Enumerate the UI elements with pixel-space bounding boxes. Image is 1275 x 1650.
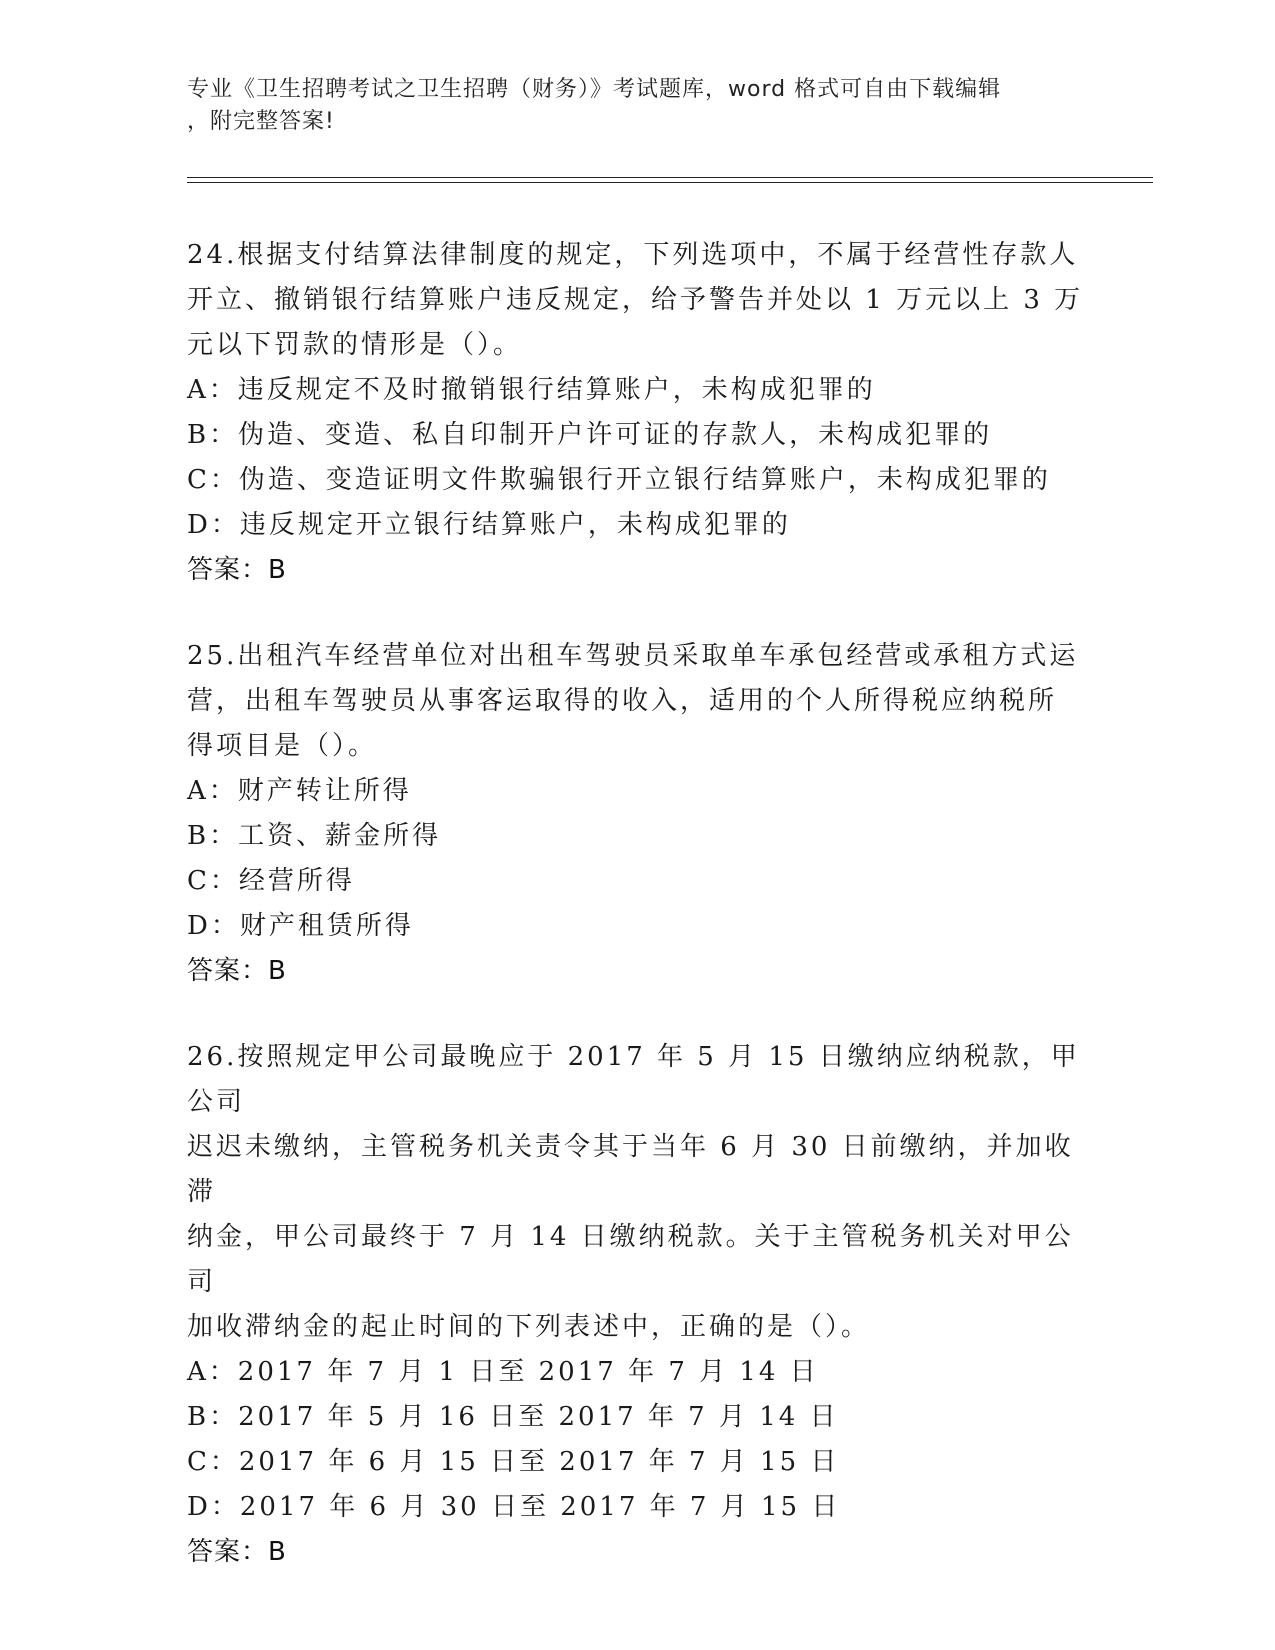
header-divider-bottom [187,182,1153,183]
document-header [187,74,1087,138]
question-text-line: 营，出租车驾驶员从事客运取得的收入，适用的个人所得税应纳税所 [187,686,1058,716]
question-25 [187,634,1087,994]
option-a: A：2017 年 7 月 1 日至 2017 年 7 月 14 日 [187,1357,819,1387]
question-text-line: 纳金，甲公司最终于 7 月 14 日缴纳税款。关于主管税务机关对甲公司 [187,1222,1074,1297]
answer-line: 答案：B [187,956,287,986]
question-26 [187,1035,1087,1575]
question-text-line: 得项目是（）。 [187,731,378,761]
question-text-line: 25.出租汽车经营单位对出租车驾驶员采取单车承包经营或承租方式运 [187,641,1079,671]
option-d: D：2017 年 6 月 30 日至 2017 年 7 月 15 日 [187,1492,841,1522]
option-d: D：违反规定开立银行结算账户，未构成犯罪的 [187,510,791,540]
option-c: C：经营所得 [187,866,355,896]
option-a: A：违反规定不及时撤销银行结算账户，未构成犯罪的 [187,375,876,405]
header-line-1: 专业《卫生招聘考试之卫生招聘（财务）》考试题库，word 格式可自由下载编辑 [187,77,1002,102]
header-line-2: ，附完整答案! [187,109,335,134]
question-text-line: 加收滞纳金的起止时间的下列表述中，正确的是（）。 [187,1312,871,1342]
option-d: D：财产租赁所得 [187,911,414,941]
answer-line: 答案：B [187,555,287,585]
question-list [187,233,1087,1616]
question-24 [187,233,1087,593]
option-a: A：财产转让所得 [187,776,412,806]
question-text-line: 24.根据支付结算法律制度的规定，下列选项中，不属于经营性存款人 [187,240,1079,270]
option-b: B：2017 年 5 月 16 日至 2017 年 7 月 14 日 [187,1402,839,1432]
question-text-line: 迟迟未缴纳，主管税务机关责令其于当年 6 月 30 日前缴纳，并加收滞 [187,1132,1074,1207]
option-b: B：伪造、变造、私自印制开户许可证的存款人，未构成犯罪的 [187,420,993,450]
question-text-line: 开立、撤销银行结算账户违反规定，给予警告并处以 1 万元以上 3 万 [187,285,1084,315]
answer-line: 答案：B [187,1537,287,1567]
header-divider-top [187,177,1153,178]
question-text-line: 26.按照规定甲公司最晚应于 2017 年 5 月 15 日缴纳应纳税款，甲公司 [187,1042,1080,1117]
option-c: C：伪造、变造证明文件欺骗银行开立银行结算账户，未构成犯罪的 [187,465,1051,495]
option-c: C：2017 年 6 月 15 日至 2017 年 7 月 15 日 [187,1447,840,1477]
question-text-line: 元以下罚款的情形是（）。 [187,330,523,360]
option-b: B：工资、薪金所得 [187,821,442,851]
